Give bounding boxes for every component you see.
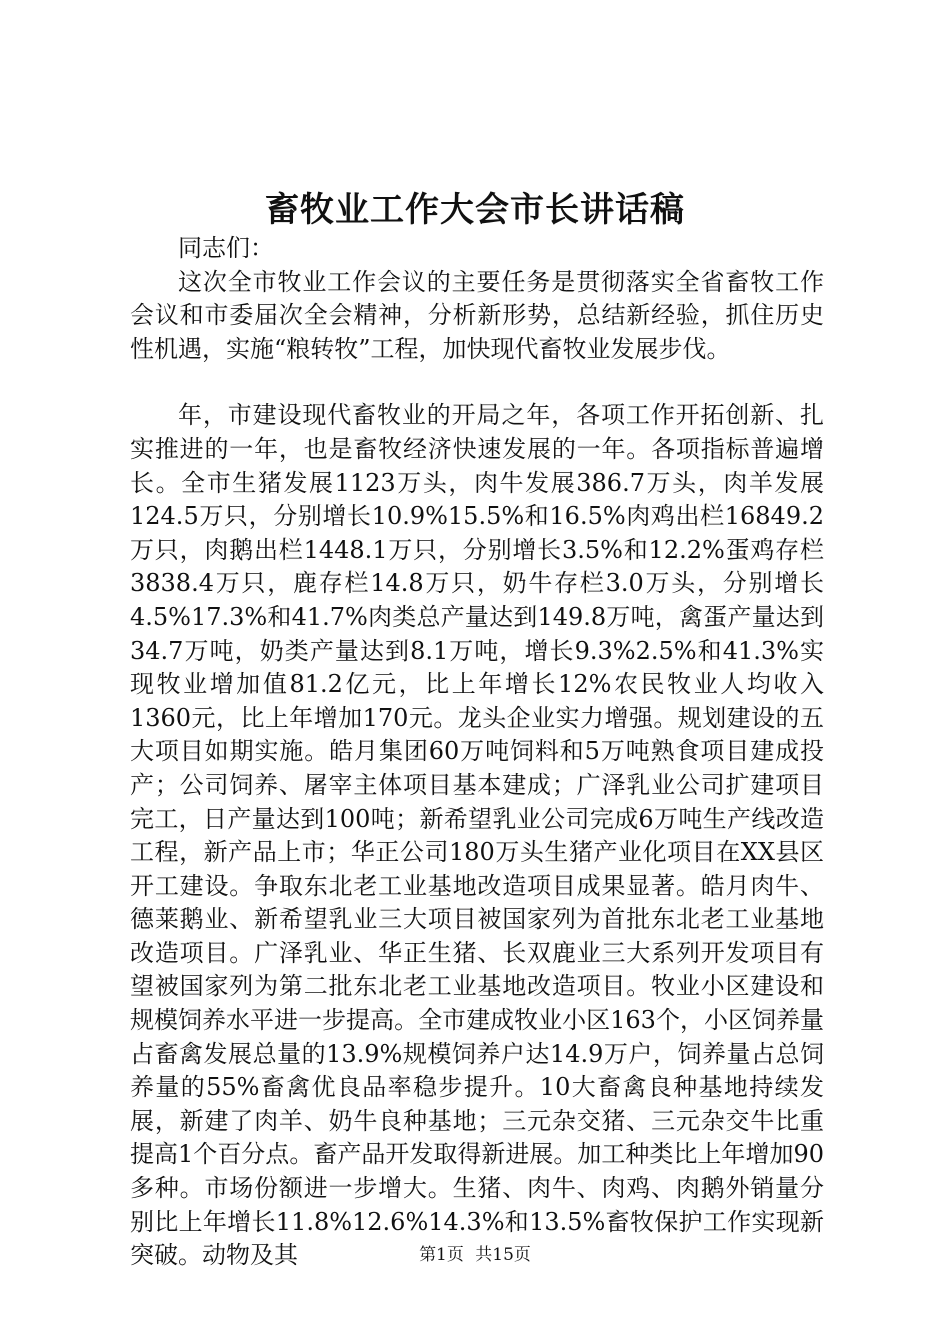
page-title: 畜牧业工作大会市长讲话稿 bbox=[265, 190, 685, 230]
page-total: 共15页 bbox=[475, 1245, 531, 1265]
page-number: 第1页 bbox=[419, 1245, 464, 1265]
document-body bbox=[130, 232, 824, 1273]
paragraph-intro: 这次全市牧业工作会议的主要任务是贯彻落实全省畜牧工作会议和市委届次全会精神，分析新形势，总结新经验，抓住历史性机遇，实施“粮转牧”工程，加快现代畜牧业发展步伐。 bbox=[130, 267, 824, 363]
page-footer bbox=[0, 1243, 950, 1267]
paragraph-achievements: 年，市建设现代畜牧业的开局之年，各项工作开拓创新、扎实推进的一年，也是畜牧经济快速发展的一年。各项指标普遍增长。全市生猪发展1123万头，肉牛发展386.7万头，肉羊发展124.5万只，分别增长10.9%15.5%和16.5%肉鸡出栏16849.2万只，肉鹅出栏1448.1万只，分别增长3.5%和12.2%蛋鸡存栏3838.4万只，鹿存栏14.8万只，奶牛存栏3.0万头，分别增长4.5%17.3%和41.7%肉类总产量达到149.8万吨，禽蛋产量达到34.7万吨，奶类产量达到8.1万吨，增长9.3%2.5%和41.3%实现牧业增加值81.2亿元，比上年增长12%农民牧业人均收入1360元，比上年增加170元。龙头企业实力增强。规划建设的五大项目如期实施。皓月集团60万吨饲料和5万吨熟食项目建成投产；公司饲养、屠宰主体项目基本建成；广泽乳业公司扩建项目完工，日产量达到100吨；新希望乳业公司完成6万吨生产线改造工程，新产品上市；华正公司180万头生猪产业化项目在XX县区开工建设。争取东北老工业基地改造项目成果显著。皓月肉牛、德莱鹅业、新希望乳业三大项目被国家列为首批东北老工业基地改造项目。广泽乳业、华正生猪、长双鹿业三大系列开发项目有望被国家列为第二批东北老工业基地改造项目。牧业小区建设和规模饲养水平进一步提高。全市建成牧业小区163个，小区饲养量占畜禽发展总量的13.9%规模饲养户达14.9万户，饲养量占总饲养量的55%畜禽优良品率稳步提升。10大畜禽良种基地持续发展，新建了肉羊、奶牛良种基地；三元杂交猪、三元杂交牛比重提高1个百分点。畜产品开发取得新进展。加工种类比上年增加90多种。市场份额进一步增大。生猪、肉牛、肉鸡、肉鹅外销量分别比上年增长11.8%12.6%14.3%和13.5%畜牧保护工作实现新突破。动物及其 bbox=[130, 401, 824, 1270]
greeting-line: 同志们： bbox=[178, 234, 274, 262]
